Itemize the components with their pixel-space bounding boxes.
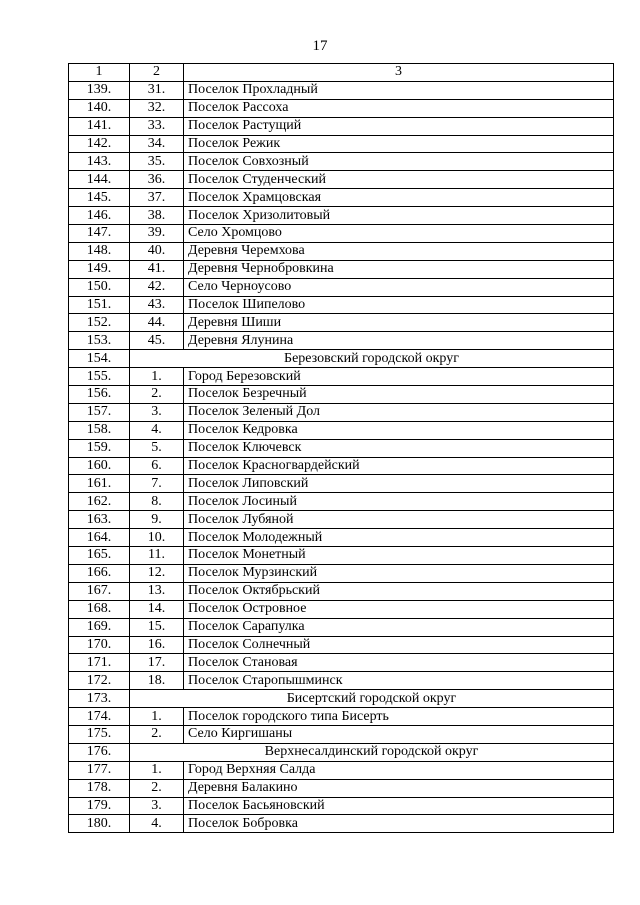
settlement-name: Поселок Студенческий <box>184 171 614 189</box>
settlement-name: Поселок Островное <box>184 600 614 618</box>
row-number: 141. <box>69 117 130 135</box>
row-number: 173. <box>69 690 130 708</box>
local-number: 32. <box>130 99 184 117</box>
settlement-name: Поселок Липовский <box>184 475 614 493</box>
settlement-name: Село Хромцово <box>184 225 614 243</box>
settlement-name: Поселок Совхозный <box>184 153 614 171</box>
local-number: 2. <box>130 386 184 404</box>
table-row <box>69 547 614 565</box>
table-row <box>69 332 614 350</box>
row-number: 144. <box>69 171 130 189</box>
settlement-name: Поселок городского типа Бисерть <box>184 708 614 726</box>
row-number: 145. <box>69 189 130 207</box>
section-title: Верхнесалдинский городской округ <box>130 743 614 761</box>
settlement-name: Поселок Октябрьский <box>184 582 614 600</box>
settlement-name: Город Березовский <box>184 368 614 386</box>
settlement-name: Поселок Сарапулка <box>184 618 614 636</box>
table-row <box>69 242 614 260</box>
row-number: 152. <box>69 314 130 332</box>
local-number: 45. <box>130 332 184 350</box>
local-number: 4. <box>130 421 184 439</box>
local-number: 40. <box>130 242 184 260</box>
row-number: 162. <box>69 493 130 511</box>
local-number: 6. <box>130 457 184 475</box>
header-col-1: 1 <box>69 64 130 82</box>
table-row <box>69 761 614 779</box>
local-number: 17. <box>130 654 184 672</box>
settlement-name: Поселок Хризолитовый <box>184 207 614 225</box>
local-number: 41. <box>130 260 184 278</box>
local-number: 14. <box>130 600 184 618</box>
settlement-name: Деревня Балакино <box>184 779 614 797</box>
local-number: 2. <box>130 779 184 797</box>
settlement-name: Деревня Шиши <box>184 314 614 332</box>
local-number: 37. <box>130 189 184 207</box>
row-number: 159. <box>69 439 130 457</box>
local-number: 1. <box>130 368 184 386</box>
local-number: 44. <box>130 314 184 332</box>
table-row <box>69 457 614 475</box>
settlement-name: Поселок Басьяновский <box>184 797 614 815</box>
row-number: 153. <box>69 332 130 350</box>
table-row <box>69 153 614 171</box>
settlement-name: Поселок Храмцовская <box>184 189 614 207</box>
table-row <box>69 582 614 600</box>
row-number: 167. <box>69 582 130 600</box>
table-row <box>69 296 614 314</box>
row-number: 175. <box>69 725 130 743</box>
table-row <box>69 564 614 582</box>
page-number: 17 <box>312 38 328 54</box>
table-row <box>69 618 614 636</box>
row-number: 168. <box>69 600 130 618</box>
table-row <box>69 368 614 386</box>
table-body <box>69 64 614 833</box>
local-number: 3. <box>130 403 184 421</box>
header-col-2: 2 <box>130 64 184 82</box>
settlement-name: Поселок Лосиный <box>184 493 614 511</box>
row-number: 179. <box>69 797 130 815</box>
local-number: 8. <box>130 493 184 511</box>
row-number: 171. <box>69 654 130 672</box>
table-row <box>69 225 614 243</box>
table-row <box>69 403 614 421</box>
row-number: 139. <box>69 81 130 99</box>
table-row <box>69 171 614 189</box>
table-row <box>69 207 614 225</box>
local-number: 3. <box>130 797 184 815</box>
row-number: 172. <box>69 672 130 690</box>
row-number: 163. <box>69 511 130 529</box>
row-number: 174. <box>69 708 130 726</box>
local-number: 35. <box>130 153 184 171</box>
table-row <box>69 386 614 404</box>
row-number: 158. <box>69 421 130 439</box>
row-number: 147. <box>69 225 130 243</box>
section-title: Березовский городской округ <box>130 350 614 368</box>
local-number: 2. <box>130 725 184 743</box>
table-row <box>69 439 614 457</box>
table-row <box>69 511 614 529</box>
table-row <box>69 725 614 743</box>
row-number: 169. <box>69 618 130 636</box>
row-number: 157. <box>69 403 130 421</box>
table-row <box>69 600 614 618</box>
settlement-name: Город Верхняя Салда <box>184 761 614 779</box>
local-number: 4. <box>130 815 184 833</box>
row-number: 176. <box>69 743 130 761</box>
local-number: 18. <box>130 672 184 690</box>
row-number: 142. <box>69 135 130 153</box>
settlement-name: Поселок Старопышминск <box>184 672 614 690</box>
table-row <box>69 475 614 493</box>
section-row <box>69 690 614 708</box>
settlement-name: Поселок Лубяной <box>184 511 614 529</box>
settlement-name: Поселок Шипелово <box>184 296 614 314</box>
settlement-name: Поселок Солнечный <box>184 636 614 654</box>
local-number: 12. <box>130 564 184 582</box>
settlement-name: Поселок Становая <box>184 654 614 672</box>
row-number: 151. <box>69 296 130 314</box>
local-number: 7. <box>130 475 184 493</box>
settlement-name: Поселок Прохладный <box>184 81 614 99</box>
local-number: 33. <box>130 117 184 135</box>
row-number: 160. <box>69 457 130 475</box>
settlement-name: Поселок Молодежный <box>184 529 614 547</box>
settlement-name: Село Черноусово <box>184 278 614 296</box>
settlement-name: Поселок Кедровка <box>184 421 614 439</box>
local-number: 31. <box>130 81 184 99</box>
table-row <box>69 117 614 135</box>
settlement-name: Поселок Безречный <box>184 386 614 404</box>
local-number: 38. <box>130 207 184 225</box>
table-row <box>69 672 614 690</box>
row-number: 140. <box>69 99 130 117</box>
local-number: 1. <box>130 708 184 726</box>
table-row <box>69 278 614 296</box>
local-number: 39. <box>130 225 184 243</box>
settlement-name: Поселок Бобровка <box>184 815 614 833</box>
row-number: 156. <box>69 386 130 404</box>
settlement-name: Поселок Ключевск <box>184 439 614 457</box>
section-title: Бисертский городской округ <box>130 690 614 708</box>
row-number: 166. <box>69 564 130 582</box>
table-row <box>69 815 614 833</box>
row-number: 155. <box>69 368 130 386</box>
table-row <box>69 135 614 153</box>
section-row <box>69 743 614 761</box>
settlement-name: Поселок Рассоха <box>184 99 614 117</box>
local-number: 11. <box>130 547 184 565</box>
local-number: 13. <box>130 582 184 600</box>
settlement-name: Поселок Мурзинский <box>184 564 614 582</box>
settlement-name: Село Киргишаны <box>184 725 614 743</box>
row-number: 154. <box>69 350 130 368</box>
row-number: 164. <box>69 529 130 547</box>
row-number: 143. <box>69 153 130 171</box>
table-row <box>69 654 614 672</box>
local-number: 16. <box>130 636 184 654</box>
table-row <box>69 81 614 99</box>
row-number: 177. <box>69 761 130 779</box>
table-row <box>69 421 614 439</box>
table-row <box>69 314 614 332</box>
local-number: 43. <box>130 296 184 314</box>
header-col-3: 3 <box>184 64 614 82</box>
row-number: 161. <box>69 475 130 493</box>
local-number: 15. <box>130 618 184 636</box>
table-row <box>69 260 614 278</box>
settlement-name: Деревня Черемхова <box>184 242 614 260</box>
settlements-table <box>68 63 614 833</box>
row-number: 148. <box>69 242 130 260</box>
settlement-name: Поселок Режик <box>184 135 614 153</box>
row-number: 180. <box>69 815 130 833</box>
settlement-name: Поселок Растущий <box>184 117 614 135</box>
row-number: 165. <box>69 547 130 565</box>
settlement-name: Поселок Красногвардейский <box>184 457 614 475</box>
local-number: 34. <box>130 135 184 153</box>
table-row <box>69 797 614 815</box>
row-number: 150. <box>69 278 130 296</box>
row-number: 170. <box>69 636 130 654</box>
settlement-name: Поселок Зеленый Дол <box>184 403 614 421</box>
local-number: 10. <box>130 529 184 547</box>
table-header-row <box>69 64 614 82</box>
table-row <box>69 779 614 797</box>
local-number: 42. <box>130 278 184 296</box>
table-row <box>69 189 614 207</box>
local-number: 5. <box>130 439 184 457</box>
settlement-name: Поселок Монетный <box>184 547 614 565</box>
row-number: 178. <box>69 779 130 797</box>
local-number: 9. <box>130 511 184 529</box>
row-number: 146. <box>69 207 130 225</box>
table-row <box>69 636 614 654</box>
settlement-name: Деревня Ялунина <box>184 332 614 350</box>
section-row <box>69 350 614 368</box>
local-number: 1. <box>130 761 184 779</box>
table-row <box>69 493 614 511</box>
local-number: 36. <box>130 171 184 189</box>
table-row <box>69 99 614 117</box>
table-row <box>69 708 614 726</box>
settlement-name: Деревня Чернобровкина <box>184 260 614 278</box>
row-number: 149. <box>69 260 130 278</box>
table-row <box>69 529 614 547</box>
